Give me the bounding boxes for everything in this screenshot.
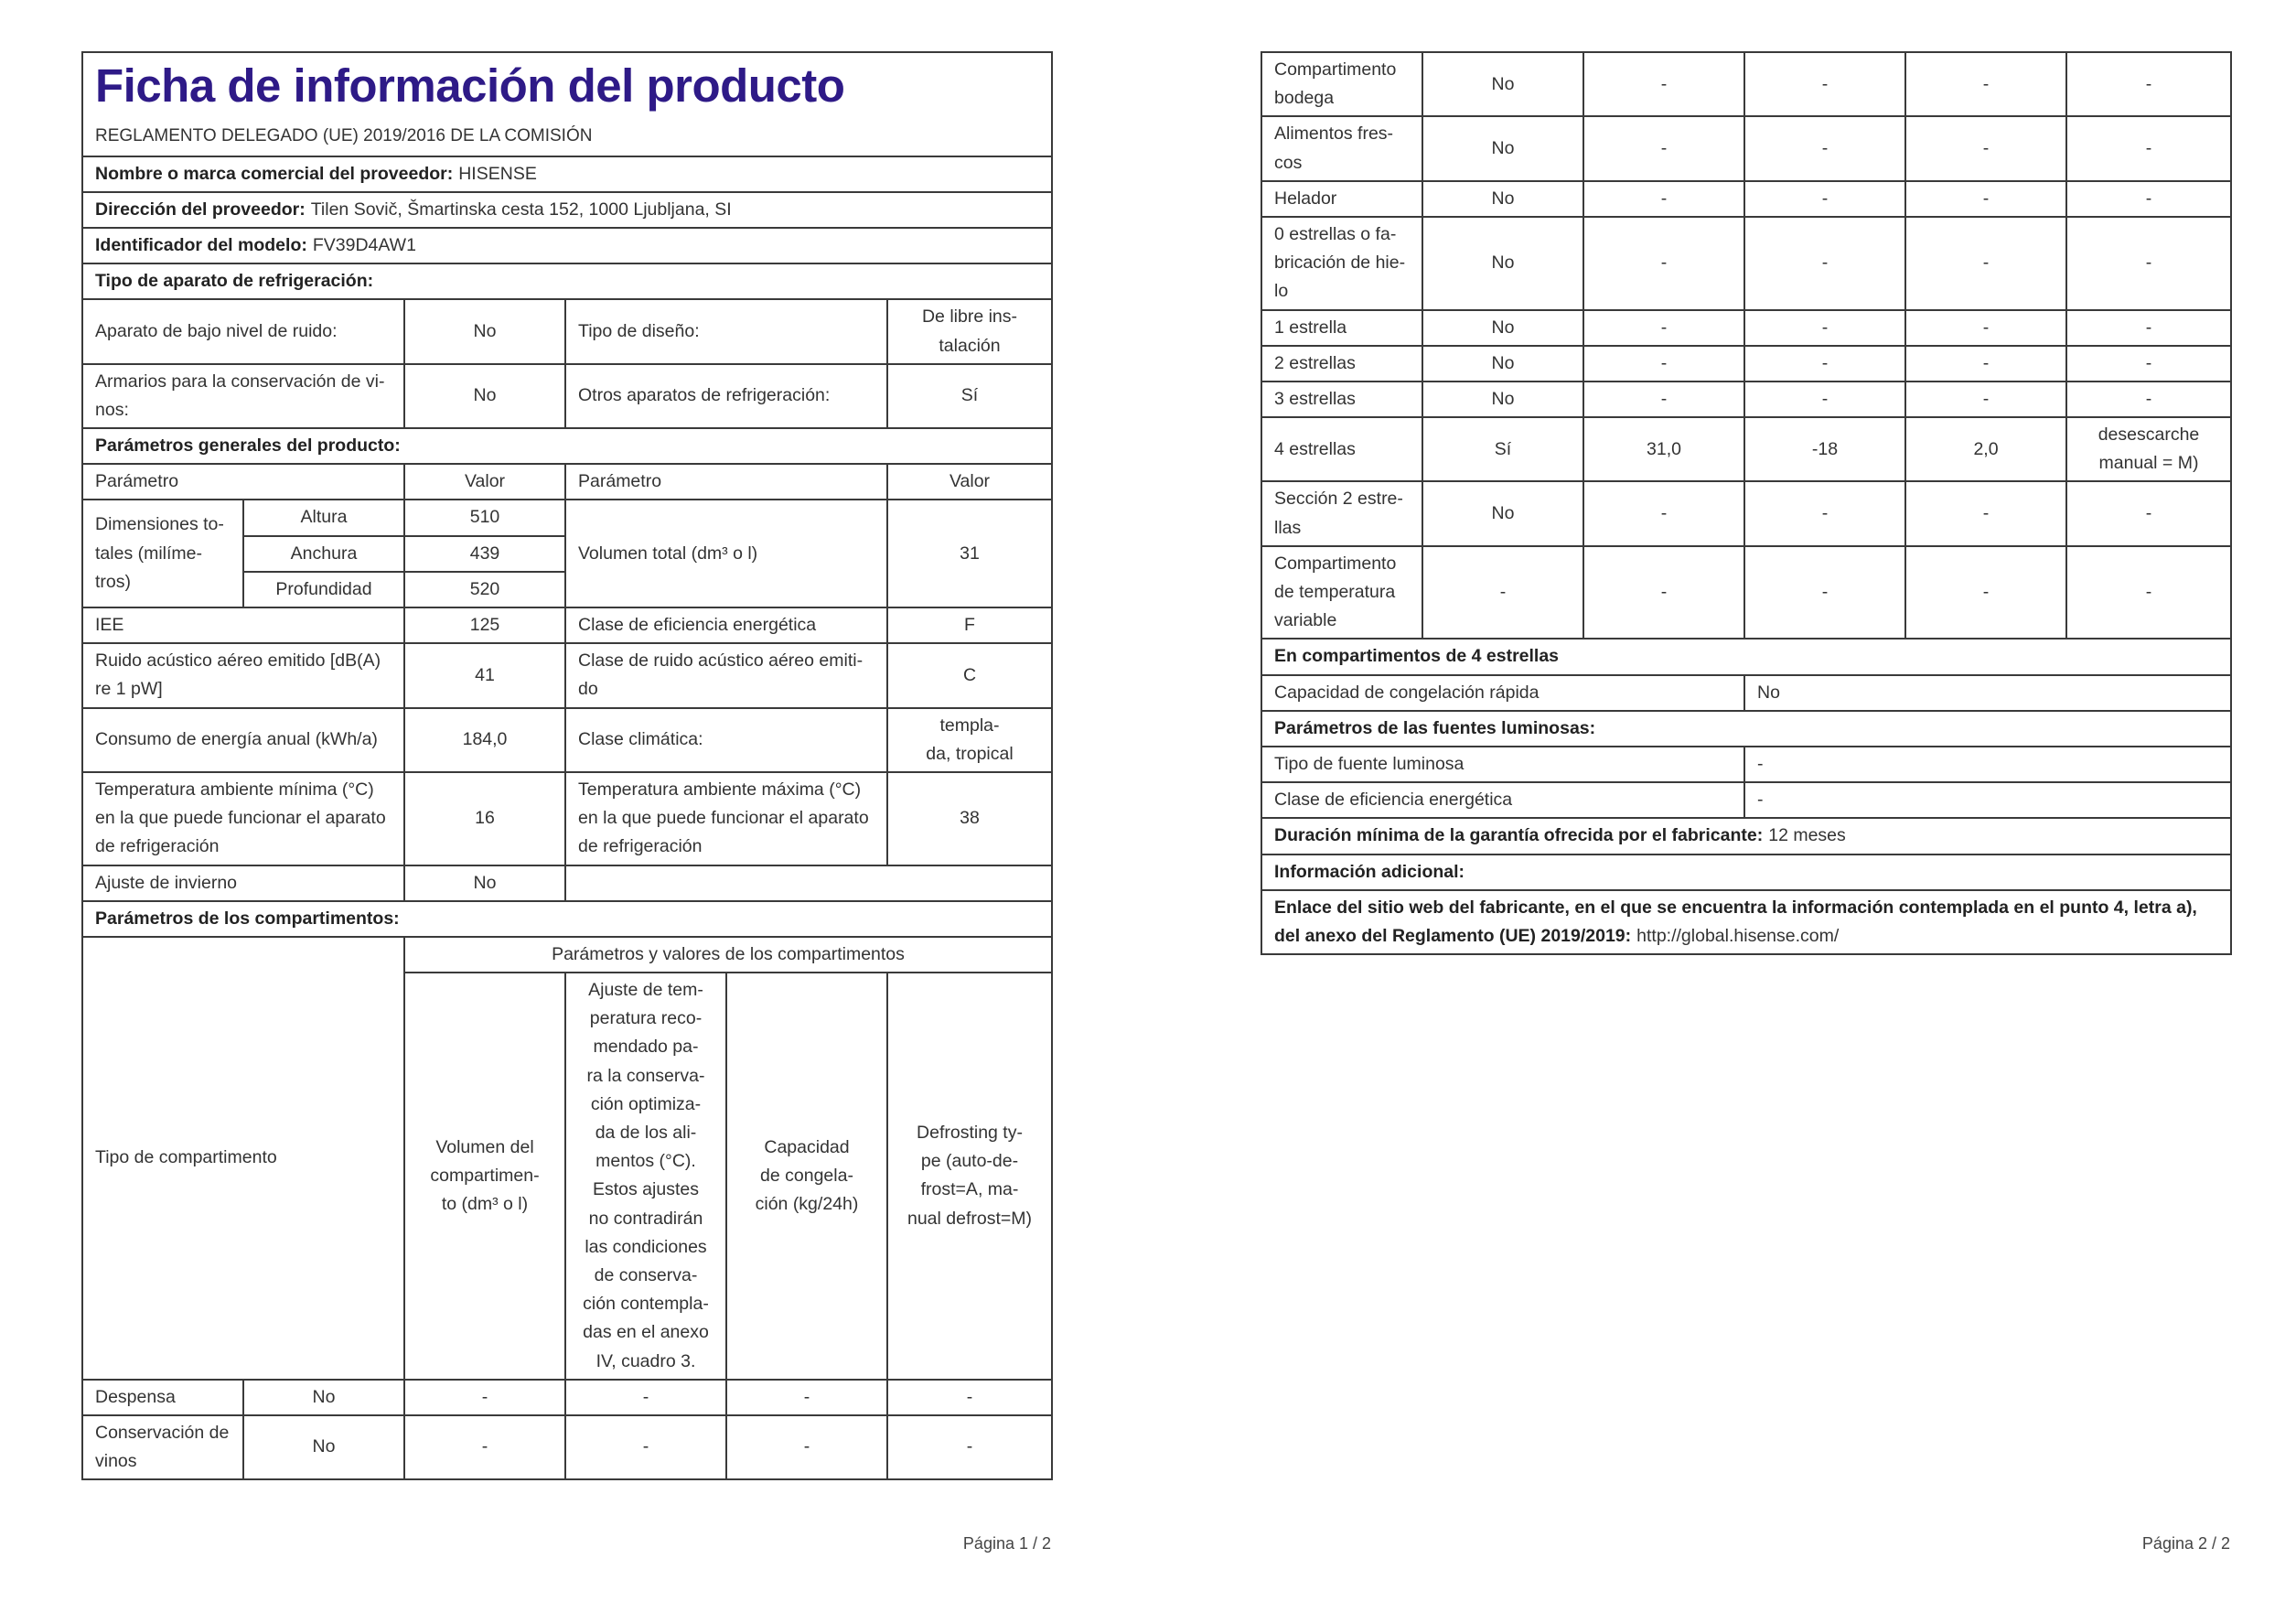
compartment-freeze: - (1905, 481, 2066, 545)
compartment-temp: - (1744, 217, 1905, 310)
freezing-capacity-header: Capacidad de congela- ción (kg/24h) (726, 973, 887, 1380)
compartment-name: Conservación de vinos (82, 1415, 243, 1479)
regulation-reference: REGLAMENTO DELEGADO (UE) 2019/2016 DE LA COMISIÓN (95, 126, 593, 146)
warranty-value: 12 meses (1768, 825, 1846, 846)
compartment-freeze: - (1905, 217, 2066, 310)
compartment-name: Compartimento bodega (1261, 52, 1422, 116)
compartment-name: Compartimento de temperatura variable (1261, 546, 1422, 640)
compartment-defrost: - (2066, 181, 2231, 217)
compartment-freeze: - (1905, 346, 2066, 382)
dimensions-label: Dimensiones to- tales (milíme- tros) (82, 500, 243, 607)
address-label: Dirección del proveedor: (95, 199, 306, 220)
height-label: Altura (243, 500, 404, 535)
compartment-name: Despensa (82, 1380, 243, 1415)
website-link[interactable]: http://global.hisense.com/ (1636, 925, 1840, 946)
page-number: Página 1 / 2 (962, 1534, 1051, 1553)
compartment-defrost: - (2066, 217, 2231, 310)
compartment-present: No (1422, 310, 1583, 346)
climate-class-label: Clase climática: (565, 708, 887, 772)
compartment-name: 0 estrellas o fa- bricación de hie- lo (1261, 217, 1422, 310)
compartment-present: - (1422, 546, 1583, 640)
compartment-present: No (1422, 52, 1583, 116)
design-type-value: De libre ins- talación (887, 299, 1052, 363)
compartment-row (1261, 417, 2231, 481)
compartment-volume: - (1583, 52, 1744, 116)
compartment-row (1261, 217, 2231, 310)
compartment-temp: - (1744, 181, 1905, 217)
compartment-defrost: - (887, 1380, 1052, 1415)
design-type-label: Tipo de diseño: (565, 299, 887, 363)
other-appliance-label: Otros aparatos de refrigeración: (565, 364, 887, 428)
light-class-label: Clase de eficiencia energética (1261, 782, 1744, 818)
compartment-present: No (1422, 382, 1583, 417)
max-temp-value: 38 (887, 772, 1052, 865)
compartment-name: Helador (1261, 181, 1422, 217)
compartment-volume: - (1583, 116, 1744, 180)
noise-class-label: Clase de ruido acústico aéreo emiti- do (565, 643, 887, 707)
model-value: FV39D4AW1 (312, 234, 416, 255)
address-value: Tilen Sovič, Šmartinska cesta 152, 1000 Ljubljana, SI (310, 199, 732, 220)
compartment-defrost: - (887, 1415, 1052, 1479)
compartment-freeze: - (1905, 52, 2066, 116)
energy-consumption-label: Consumo de energía anual (kWh/a) (82, 708, 404, 772)
wine-cabinet-value: No (404, 364, 565, 428)
compartment-defrost: - (2066, 52, 2231, 116)
compartment-defrost: desescarche manual = M) (2066, 417, 2231, 481)
value-column-header: Valor (404, 464, 565, 500)
compartment-freeze: - (1905, 546, 2066, 640)
energy-consumption-value: 184,0 (404, 708, 565, 772)
compartment-name: 2 estrellas (1261, 346, 1422, 382)
compartment-temp: - (1744, 310, 1905, 346)
compartment-volume: - (404, 1415, 565, 1479)
compartment-defrost: - (2066, 116, 2231, 180)
product-info-table-page-1 (81, 51, 1053, 1480)
model-row (82, 228, 1052, 263)
compartment-present: No (243, 1380, 404, 1415)
max-temp-label: Temperatura ambiente máxima (°C) en la que puede funcionar el aparato de refrigeración (565, 772, 887, 865)
compartment-present: No (1422, 181, 1583, 217)
compartment-volume: - (1583, 217, 1744, 310)
compartment-defrost: - (2066, 310, 2231, 346)
compartment-defrost: - (2066, 382, 2231, 417)
compartment-freeze: - (1905, 116, 2066, 180)
param-column-header: Parámetro (82, 464, 404, 500)
compartment-temp: -18 (1744, 417, 1905, 481)
compartment-freeze: - (1905, 310, 2066, 346)
compartment-volume: - (404, 1380, 565, 1415)
fast-freeze-label: Capacidad de congelación rápida (1261, 675, 1744, 711)
compartment-row (82, 1415, 1052, 1479)
compartment-row (1261, 382, 2231, 417)
compartment-temp: - (565, 1380, 726, 1415)
compartment-name: Alimentos fres- cos (1261, 116, 1422, 180)
compartment-temp: - (1744, 382, 1905, 417)
wine-cabinet-label: Armarios para la conservación de vi- nos: (82, 364, 404, 428)
model-label: Identificador del modelo: (95, 234, 307, 255)
min-temp-value: 16 (404, 772, 565, 865)
compartment-freeze: - (1905, 181, 2066, 217)
compartment-rows (1261, 52, 2231, 639)
compartment-row (1261, 346, 2231, 382)
warranty-row (1261, 818, 2231, 854)
compartment-volume: - (1583, 382, 1744, 417)
total-volume-label: Volumen total (dm³ o l) (565, 500, 887, 607)
other-appliance-value: Sí (887, 364, 1052, 428)
compartment-temp: - (1744, 116, 1905, 180)
compartment-row (1261, 546, 2231, 640)
four-star-heading: En compartimentos de 4 estrellas (1261, 639, 2231, 674)
compartment-present: No (1422, 481, 1583, 545)
width-value: 439 (404, 536, 565, 572)
compartment-present: No (1422, 116, 1583, 180)
additional-info-heading: Información adicional: (1261, 854, 2231, 890)
compartment-row (1261, 310, 2231, 346)
depth-value: 520 (404, 572, 565, 607)
compartment-volume: - (1583, 481, 1744, 545)
compartment-defrost: - (2066, 346, 2231, 382)
empty-cell (565, 865, 1052, 901)
compartment-present: No (243, 1415, 404, 1479)
light-class-value: - (1744, 782, 2231, 818)
appliance-type-heading: Tipo de aparato de refrigeración: (82, 263, 1052, 299)
width-label: Anchura (243, 536, 404, 572)
page-number: Página 2 / 2 (2141, 1534, 2230, 1553)
winter-setting-value: No (404, 865, 565, 901)
total-volume-value: 31 (887, 500, 1052, 607)
compartment-row (1261, 481, 2231, 545)
website-label: Enlace del sitio web del fabricante, en el que se encuentra la información contemplada en el punto 4, letra a), del anexo del Reglamento (UE) 2019/2019: (1274, 897, 2197, 946)
compartment-temp: - (1744, 346, 1905, 382)
compartment-name: 1 estrella (1261, 310, 1422, 346)
compartment-present: No (1422, 217, 1583, 310)
address-row (82, 192, 1052, 228)
param-column-header-2: Parámetro (565, 464, 887, 500)
compartment-temp: - (1744, 52, 1905, 116)
compartment-temp: - (1744, 546, 1905, 640)
fast-freeze-value: No (1744, 675, 2231, 711)
compartment-row (82, 1380, 1052, 1415)
compartment-values-group-header: Parámetros y valores de los compartimentos (404, 937, 1052, 973)
compartment-name: Sección 2 estre- llas (1261, 481, 1422, 545)
product-info-table-page-2 (1261, 51, 2232, 955)
winter-setting-label: Ajuste de invierno (82, 865, 404, 901)
compartment-present: Sí (1422, 417, 1583, 481)
depth-label: Profundidad (243, 572, 404, 607)
page-1 (81, 51, 1051, 1553)
light-type-value: - (1744, 747, 2231, 782)
compartment-defrost: - (2066, 481, 2231, 545)
compartment-volume: - (1583, 310, 1744, 346)
website-row (1261, 890, 2231, 954)
height-value: 510 (404, 500, 565, 535)
compartment-volume: - (1583, 546, 1744, 640)
eei-value: 125 (404, 607, 565, 643)
low-noise-label: Aparato de bajo nivel de ruido: (82, 299, 404, 363)
recommended-temp-header: Ajuste de tem- peratura reco- mendado pa- ra la conserva- ción optimiza- da de los ali- mentos (°C). Estos ajustes no contradirán las condiciones de conserva- ción contempla- das en el anexo IV, cuadro 3. (565, 973, 726, 1380)
compartment-freeze: - (726, 1380, 887, 1415)
compartment-volume: - (1583, 346, 1744, 382)
compartment-volume-header: Volumen del compartimen- to (dm³ o l) (404, 973, 565, 1380)
climate-class-value: templa- da, tropical (887, 708, 1052, 772)
supplier-label: Nombre o marca comercial del proveedor: (95, 163, 454, 184)
min-temp-label: Temperatura ambiente mínima (°C) en la que puede funcionar el aparato de refrigeración (82, 772, 404, 865)
compartment-freeze: 2,0 (1905, 417, 2066, 481)
eei-label: IEE (82, 607, 404, 643)
compartment-temp: - (1744, 481, 1905, 545)
compartment-temp: - (565, 1415, 726, 1479)
header-cell (82, 52, 1052, 156)
general-params-heading: Parámetros generales del producto: (82, 428, 1052, 464)
compartment-freeze: - (1905, 382, 2066, 417)
compartment-name: 4 estrellas (1261, 417, 1422, 481)
supplier-row (82, 156, 1052, 192)
energy-class-label: Clase de eficiencia energética (565, 607, 887, 643)
warranty-label: Duración mínima de la garantía ofrecida por el fabricante: (1274, 825, 1764, 846)
value-column-header-2: Valor (887, 464, 1052, 500)
compartment-present: No (1422, 346, 1583, 382)
noise-value: 41 (404, 643, 565, 707)
compartment-row (1261, 52, 2231, 116)
low-noise-value: No (404, 299, 565, 363)
compartment-volume: - (1583, 181, 1744, 217)
page-title: Ficha de información del producto (95, 59, 845, 112)
light-source-heading: Parámetros de las fuentes luminosas: (1261, 711, 2231, 747)
compartment-row (1261, 116, 2231, 180)
compartment-params-heading: Parámetros de los compartimentos: (82, 901, 1052, 937)
compartment-row (1261, 181, 2231, 217)
compartment-volume: 31,0 (1583, 417, 1744, 481)
page-2 (1261, 51, 2230, 1553)
light-type-label: Tipo de fuente luminosa (1261, 747, 1744, 782)
noise-label: Ruido acústico aéreo emitido [dB(A) re 1 pW] (82, 643, 404, 707)
supplier-value: HISENSE (458, 163, 537, 184)
defrost-type-header: Defrosting ty- pe (auto-de- frost=A, ma- nual defrost=M) (887, 973, 1052, 1380)
compartment-name: 3 estrellas (1261, 382, 1422, 417)
energy-class-value: F (887, 607, 1052, 643)
compartment-type-header: Tipo de compartimento (82, 937, 404, 1380)
noise-class-value: C (887, 643, 1052, 707)
compartment-freeze: - (726, 1415, 887, 1479)
compartment-defrost: - (2066, 546, 2231, 640)
